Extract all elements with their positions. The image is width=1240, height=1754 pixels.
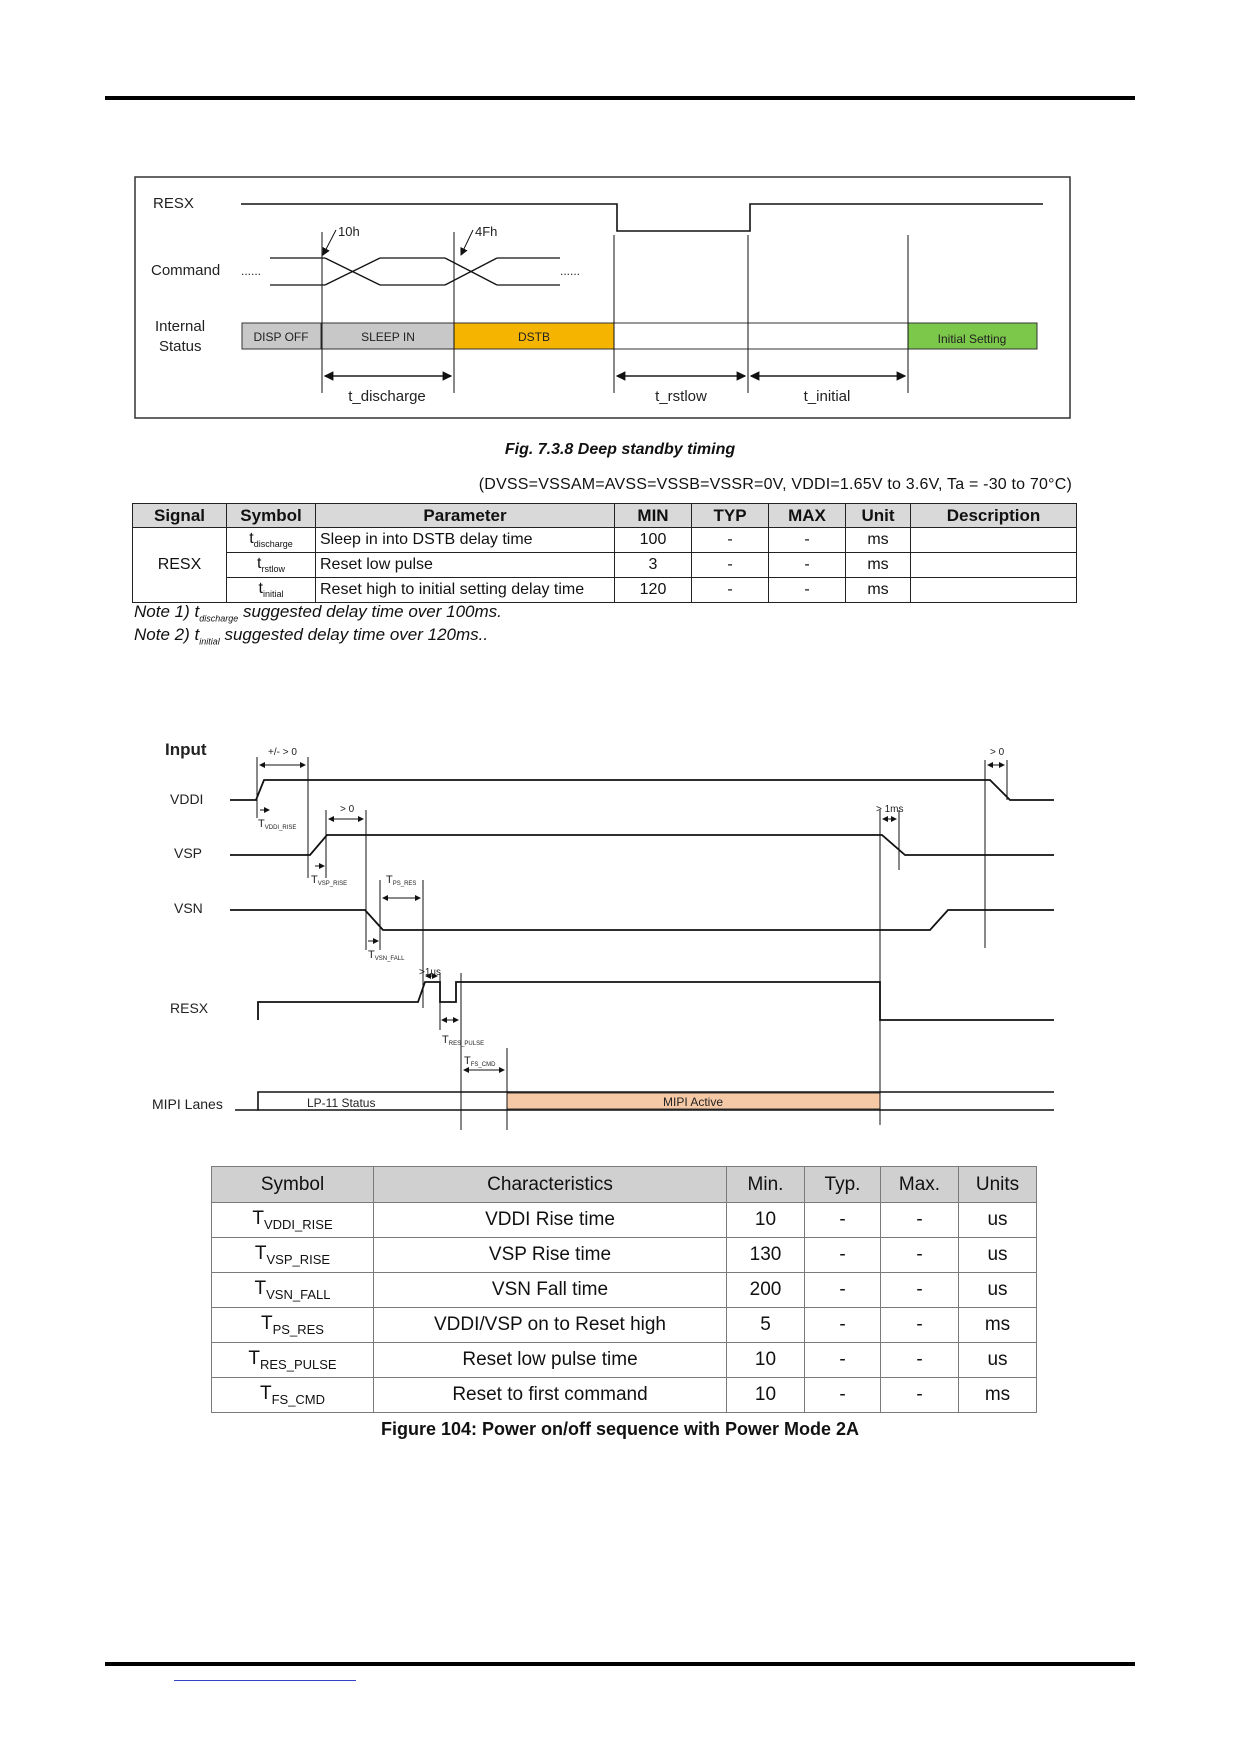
command-label: Command	[151, 262, 221, 279]
t2-typ: -	[805, 1308, 881, 1343]
note-2: Note 2) $t_{initial}$ suggested delay time over 120ms..	[134, 625, 489, 647]
t1-min: 120	[615, 578, 692, 603]
t1-param: Reset low pulse	[316, 553, 615, 578]
t1-max: -	[769, 528, 846, 553]
t1-header: Symbol	[227, 504, 316, 528]
svg-text:TRES_PULSE: TRES_PULSE	[442, 1034, 485, 1047]
t2-min: 10	[727, 1343, 805, 1378]
t1-typ: -	[692, 578, 769, 603]
t1-symbol: $t_{rstlow}$	[227, 553, 316, 578]
svg-text:TVSN_FALL: TVSN_FALL	[368, 949, 405, 962]
t2-typ: -	[805, 1273, 881, 1308]
vddi-label: VDDI	[170, 791, 204, 807]
table-row	[212, 1378, 1037, 1413]
t2-max: -	[881, 1203, 959, 1238]
state-label-dstb: DSTB	[517, 330, 551, 344]
t2-typ: -	[805, 1203, 881, 1238]
vsn-waveform	[230, 910, 1054, 930]
table-row	[212, 1238, 1037, 1273]
state-label-initial: Initial Setting	[937, 332, 1007, 346]
resx-label: RESX	[153, 195, 194, 212]
t1-max: -	[769, 553, 846, 578]
t1-symbol: $t_{discharge}$	[227, 528, 316, 553]
t2-unit: ms	[959, 1308, 1037, 1343]
vsp-label: VSP	[174, 845, 203, 861]
command-waveform	[270, 258, 560, 285]
t2-unit: us	[959, 1203, 1037, 1238]
command-4fh: 4Fh	[475, 224, 498, 239]
t2-header: Symbol	[212, 1167, 374, 1203]
gt0-label-b: > 0	[990, 747, 1005, 758]
t2-max: -	[881, 1343, 959, 1378]
vddi-waveform	[230, 780, 1054, 800]
t1-signal: RESX	[133, 528, 227, 603]
fig2-caption: Figure 104: Power on/off sequence with Power Mode 2A	[380, 1419, 860, 1439]
fig1-conditions: (DVSS=VSSAM=AVSS=VSSB=VSSR=0V, VDDI=1.65V to 3.6V, Ta = -30 to 70°C)	[478, 476, 1072, 493]
gt1us-label: >1us	[419, 967, 441, 978]
t2-min: 200	[727, 1273, 805, 1308]
t2-min: 10	[727, 1203, 805, 1238]
table-row	[133, 528, 1077, 553]
t2-symbol: $T_{VSN\_FALL}$	[212, 1273, 374, 1308]
t2-char: Reset low pulse time	[374, 1343, 727, 1378]
t2-char: VSP Rise time	[374, 1238, 727, 1273]
t2-char: VDDI Rise time	[374, 1203, 727, 1238]
t2-symbol: $T_{VDDI\_RISE}$	[212, 1203, 374, 1238]
t-initial-label: t_initial	[803, 388, 851, 405]
table-row	[212, 1308, 1037, 1343]
t1-desc	[911, 528, 1077, 553]
t1-max: -	[769, 578, 846, 603]
t1-unit: ms	[846, 553, 911, 578]
t1-header: Parameter	[316, 504, 615, 528]
table-row	[212, 1203, 1037, 1238]
t2-unit: us	[959, 1273, 1037, 1308]
svg-text:TFS_CMD: TFS_CMD	[464, 1055, 496, 1068]
t1-header: MAX	[769, 504, 846, 528]
t2-symbol: $T_{PS\_RES}$	[212, 1308, 374, 1343]
t2-min: 10	[727, 1378, 805, 1413]
t2-symbol: $T_{RES\_PULSE}$	[212, 1343, 374, 1378]
t2-max: -	[881, 1308, 959, 1343]
t2-typ: -	[805, 1343, 881, 1378]
t1-param: Reset high to initial setting delay time	[316, 578, 615, 603]
t1-symbol: $t_{initial}$	[227, 578, 316, 603]
vsn-label: VSN	[174, 900, 203, 916]
t1-desc	[911, 553, 1077, 578]
t1-min: 3	[615, 553, 692, 578]
t-discharge-label: t_discharge	[348, 388, 426, 405]
deep-standby-table	[132, 503, 1077, 603]
power-sequence-table	[211, 1166, 1037, 1413]
note-1: Note 1) $t_{discharge}$ suggested delay time over 100ms.	[134, 602, 502, 624]
t2-char: Reset to first command	[374, 1378, 727, 1413]
gt1ms-label: > 1ms	[876, 804, 904, 815]
footer-rule	[105, 1662, 1135, 1666]
t2-unit: ms	[959, 1378, 1037, 1413]
fig1-caption: Fig. 7.3.8 Deep standby timing	[504, 441, 736, 458]
mipi-active-label: MIPI Active	[662, 1095, 724, 1109]
input-label: Input	[165, 740, 207, 759]
table-row	[212, 1343, 1037, 1378]
dots-right: ......	[560, 264, 581, 278]
t2-symbol: $T_{FS\_CMD}$	[212, 1378, 374, 1413]
t1-header: TYP	[692, 504, 769, 528]
power-sequence-diagram	[0, 730, 1240, 1140]
svg-text:TPS_RES: TPS_RES	[386, 874, 417, 887]
t1-typ: -	[692, 553, 769, 578]
table-row	[212, 1273, 1037, 1308]
t2-min: 5	[727, 1308, 805, 1343]
t2-max: -	[881, 1378, 959, 1413]
timing-guides	[322, 232, 908, 393]
state-empty	[614, 323, 908, 349]
resx-label-2: RESX	[170, 1000, 209, 1016]
t2-max: -	[881, 1273, 959, 1308]
state-label-sleep-in: SLEEP IN	[361, 330, 415, 344]
resx-power-waveform	[258, 982, 1054, 1020]
svg-text:TVDDI_RISE: TVDDI_RISE	[258, 818, 297, 831]
t-rstlow-label: t_rstlow	[655, 388, 707, 405]
mipi-label: MIPI Lanes	[152, 1096, 223, 1112]
table-row	[133, 553, 1077, 578]
t2-header: Units	[959, 1167, 1037, 1203]
t2-max: -	[881, 1238, 959, 1273]
t2-char: VSN Fall time	[374, 1273, 727, 1308]
t1-header: Description	[911, 504, 1077, 528]
t1-typ: -	[692, 528, 769, 553]
t2-unit: us	[959, 1343, 1037, 1378]
t1-unit: ms	[846, 528, 911, 553]
internal-status-label: Internal	[155, 318, 206, 335]
t2-symbol: $T_{VSP\_RISE}$	[212, 1238, 374, 1273]
table-row	[133, 578, 1077, 603]
vsp-waveform	[230, 835, 1054, 855]
svg-text:TVSP_RISE: TVSP_RISE	[311, 874, 348, 887]
state-label-disp-off: DISP OFF	[253, 330, 309, 344]
t1-param: Sleep in into DSTB delay time	[316, 528, 615, 553]
t1-desc	[911, 578, 1077, 603]
t1-header: Unit	[846, 504, 911, 528]
internal-status-label-2: Status	[159, 338, 202, 355]
t1-header: Signal	[133, 504, 227, 528]
gt0-label-a: > 0	[340, 804, 355, 815]
t2-char: VDDI/VSP on to Reset high	[374, 1308, 727, 1343]
pm-gt0-label: +/- > 0	[268, 747, 297, 758]
deep-standby-timing-diagram	[0, 0, 1240, 430]
t2-min: 130	[727, 1238, 805, 1273]
t1-header: MIN	[615, 504, 692, 528]
t1-min: 100	[615, 528, 692, 553]
lp11-label: LP-11 Status	[307, 1096, 376, 1110]
t2-header: Characteristics	[374, 1167, 727, 1203]
t2-header: Max.	[881, 1167, 959, 1203]
dots-left: ......	[241, 264, 262, 278]
t2-typ: -	[805, 1378, 881, 1413]
t1-unit: ms	[846, 578, 911, 603]
resx-waveform	[241, 204, 1043, 231]
footer-link[interactable]	[174, 1680, 356, 1681]
t2-unit: us	[959, 1238, 1037, 1273]
t2-header: Min.	[727, 1167, 805, 1203]
command-10h: 10h	[338, 224, 360, 239]
t2-typ: -	[805, 1238, 881, 1273]
diagram-frame	[135, 177, 1070, 418]
t2-header: Typ.	[805, 1167, 881, 1203]
